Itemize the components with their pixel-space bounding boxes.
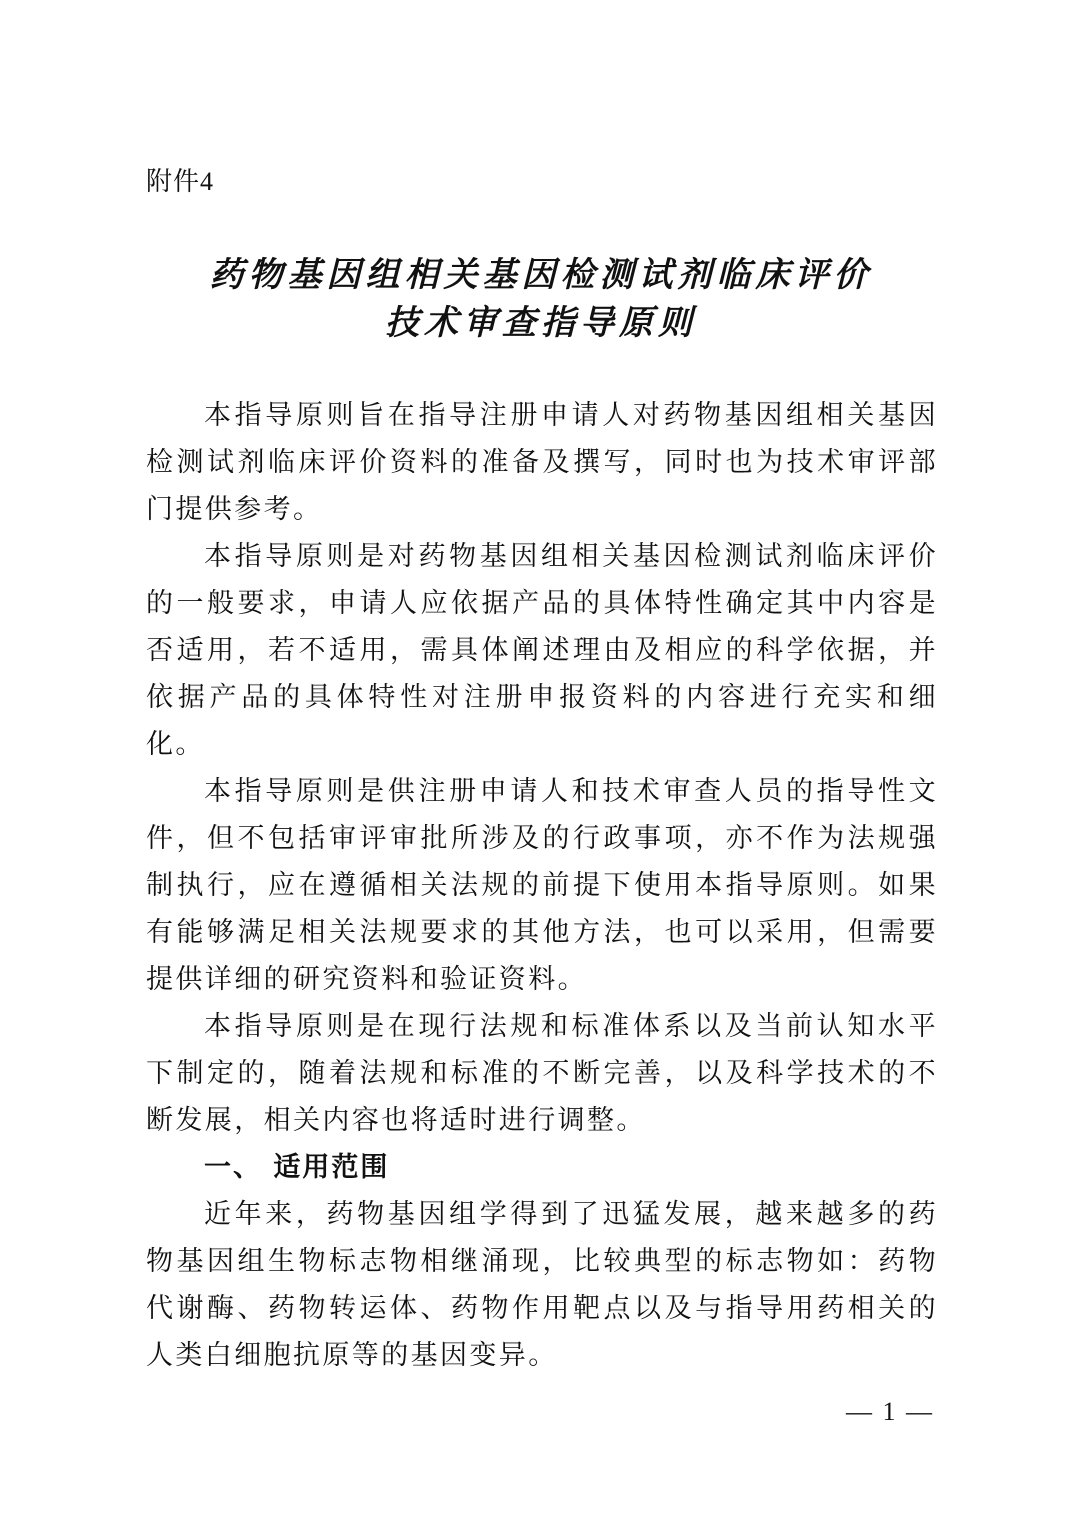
paragraph-guidance-nature: 本指导原则是供注册申请人和技术审查人员的指导性文件，但不包括审评审批所涉及的行政事项，亦不作为法规强制执行，应在遵循相关法规的前提下使用本指导原则。如果有能够满足相关法规要求的其他方法，也可以采用，但需要提供详细的研究资料和验证资料。: [146, 776, 938, 995]
paragraph-purpose: 本指导原则旨在指导注册申请人对药物基因组相关基因检测试剂临床评价资料的准备及撰写，同时也为技术审评部门提供参考。: [146, 400, 938, 525]
document-body: [146, 392, 938, 1379]
attachment-label: [146, 160, 214, 204]
attachment-number: 4: [200, 167, 215, 196]
attachment-label-text: 附件: [146, 167, 201, 197]
document-title-line-2: 技术审查指导原则: [385, 303, 697, 343]
page-number: — 1 —: [846, 1397, 934, 1426]
paragraph-updates: 本指导原则是在现行法规和标准体系以及当前认知水平下制定的，随着法规和标准的不断完善，以及科学技术的不断发展，相关内容也将适时进行调整。: [146, 1011, 938, 1136]
paragraph-general-requirements: 本指导原则是对药物基因组相关基因检测试剂临床评价的一般要求，申请人应依据产品的具体特性确定其中内容是否适用，若不适用，需具体阐述理由及相应的科学依据，并依据产品的具体特性对注册申报资料的内容进行充实和细化。: [146, 541, 938, 760]
paragraph-scope: 近年来，药物基因组学得到了迅猛发展，越来越多的药物基因组生物标志物相继涌现，比较典型的标志物如：药物代谢酶、药物转运体、药物作用靶点以及与指导用药相关的人类白细胞抗原等的基因变异。: [146, 1199, 938, 1371]
document-title-line-1: 药物基因组相关基因检测试剂临床评价: [209, 255, 873, 295]
section-heading-scope: 一、 适用范围: [204, 1152, 390, 1183]
